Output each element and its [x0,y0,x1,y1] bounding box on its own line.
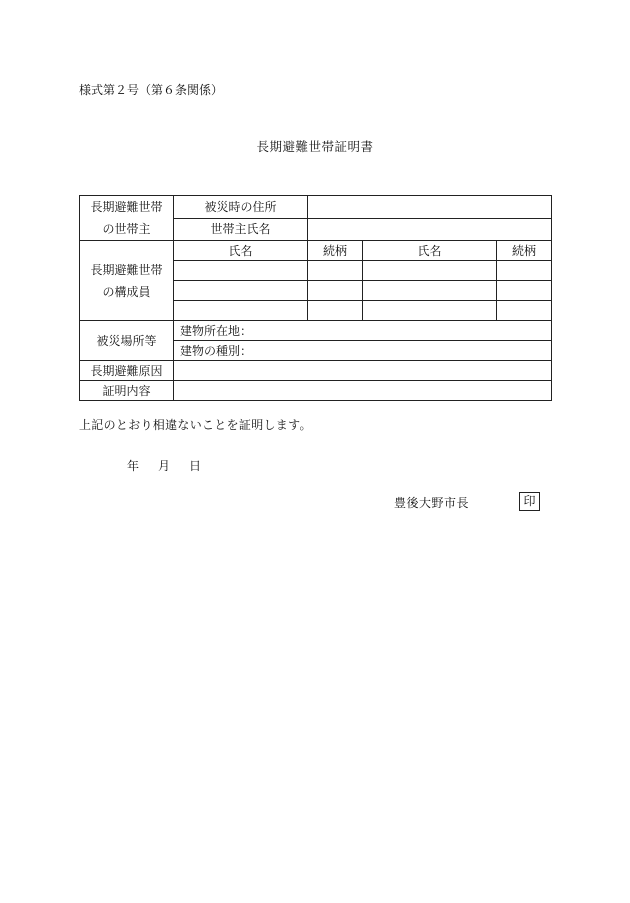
disaster-site-label: 被災場所等 [80,321,174,361]
member-name-cell [363,301,497,321]
members-label-line1: 長期避難世帯 [90,262,163,277]
member-name-cell [174,261,308,281]
member-name-cell [174,281,308,301]
member-relation-header-2: 続柄 [497,241,552,261]
seal-mark: 印 [519,492,540,511]
member-name-header: 氏名 [174,241,308,261]
evacuation-cause-label: 長期避難原因 [80,361,174,381]
address-at-disaster-label: 被災時の住所 [174,196,308,219]
household-head-label [80,196,174,241]
members-label [80,241,174,321]
member-name-cell [363,261,497,281]
members-label-line2: の構成員 [102,284,151,299]
member-name-cell [363,281,497,301]
household-head-label-line1: 長期避難世帯 [90,200,163,214]
date-month: 月 [158,459,171,473]
member-relation-cell [497,261,552,281]
member-name-header-2: 氏名 [363,241,497,261]
building-location-label: 建物所在地： [174,321,552,341]
evacuation-cause-field [174,361,552,381]
address-at-disaster-field [308,196,552,219]
member-relation-cell [308,281,363,301]
certification-content-field [174,381,552,401]
certificate-table [79,195,552,401]
signatory: 豊後大野市長 [394,496,470,510]
member-relation-cell [308,261,363,281]
table-row [80,361,552,381]
table-row [80,196,552,219]
member-relation-cell [308,301,363,321]
certification-statement: 上記のとおり相違ないことを証明します。 [79,418,312,432]
certification-content-label: 証明内容 [80,381,174,401]
form-number: 様式第２号（第６条関係） [79,83,224,97]
household-head-label-line2: の世帯主 [102,222,151,236]
building-type-label: 建物の種別： [174,341,552,361]
table-row [80,241,552,261]
date-day: 日 [189,459,202,473]
member-relation-cell [497,281,552,301]
document-title: 長期避難世帯証明書 [256,139,374,154]
head-name-label: 世帯主氏名 [174,218,308,241]
date-year: 年 [127,459,140,473]
head-name-field [308,218,552,241]
member-relation-header: 続柄 [308,241,363,261]
table-row [80,381,552,401]
member-name-cell [174,301,308,321]
table-row [80,321,552,341]
date-line [127,457,201,474]
member-relation-cell [497,301,552,321]
